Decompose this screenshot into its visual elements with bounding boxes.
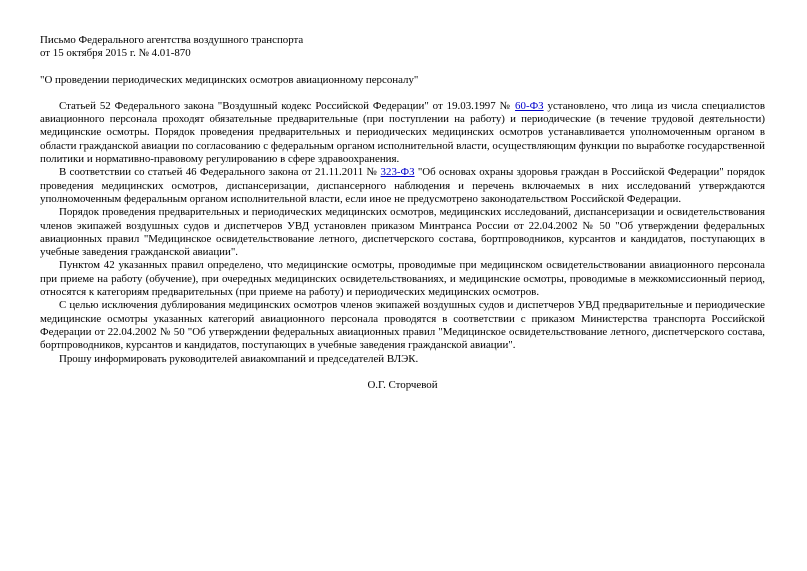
header-line-issuer: Письмо Федерального агентства воздушного транспорта bbox=[40, 34, 304, 46]
document-subject: "О проведении периодических медицинских осмотров авиационному персоналу" bbox=[40, 73, 419, 86]
law-link-60-fz[interactable]: 60-ФЗ bbox=[515, 99, 544, 112]
paragraph-3: Порядок проведения предварительных и периодических медицинских осмотров, медицинских исследований, диспансеризации и освидетельствования членов экипажей воздушных судов и диспетчеров УВД установлен приказом Минтранса России от 22.04.2002 № 50 "Об утверждении федеральных авиационных правил "Медицинское освидетельствование летного, диспетчерского состава, бортпроводников, курсантов и кандидатов, поступающих в учебные заведения гражданской авиации". bbox=[40, 206, 765, 259]
document bbox=[40, 34, 765, 403]
paragraph-1-text-after: установлено, что лица из числа специалистов авиационного персонала проходят обязательные предварительные (при поступлении на работу) и периодические (в течение трудовой деятельности) медицинские осмотры. Порядок проведения предварительных и периодических медицинских осмотров устанавливается уполномоченным органом в области гражданской авиации по согласованию с федеральным органом исполнительной власти, осуществляющим функции по выработке государственной политики и нормативно-правовому регулированию в сфере здравоохранения. bbox=[40, 99, 765, 166]
paragraph-5: С целью исключения дублирования медицинских осмотров членов экипажей воздушных судов и диспетчеров УВД предварительные и периодические медицинские осмотры указанных категорий авиационного персонала проводятся в соответствии с приказом Министерства транспорта Российской Федерации от 22.04.2002 № 50 "Об утверждении федеральных авиационных правил "Медицинское освидетельствование летного, диспетчерского состава, бортпроводников, курсантов и кандидатов, поступающих в учебные заведения гражданской авиации". bbox=[40, 299, 765, 352]
paragraph-4: Пунктом 42 указанных правил определено, что медицинские осмотры, проводимые при медицинском освидетельствовании авиационного персонала при приеме на работу (обучение), при очередных медицинских освидетельствованиях, и медицинские осмотры, проводимые в межкомиссионный период, относятся к категориям предварительных (при приеме на работу) и периодических медицинских осмотров. bbox=[40, 259, 765, 299]
header-line-date-number: от 15 октября 2015 г. № 4.01-870 bbox=[40, 47, 191, 60]
signature: О.Г. Сторчевой bbox=[367, 378, 438, 391]
paragraph-2 bbox=[40, 166, 765, 206]
paragraph-1 bbox=[40, 100, 765, 166]
document-body bbox=[40, 100, 765, 366]
paragraph-2-text-before: В соответствии со статьей 46 Федерального закона от 21.11.2011 № bbox=[59, 166, 381, 179]
law-link-323-fz[interactable]: 323-ФЗ bbox=[380, 166, 415, 179]
document-header bbox=[40, 34, 765, 61]
paragraph-6: Прошу информировать руководителей авиакомпаний и председателей ВЛЭК. bbox=[59, 352, 419, 365]
paragraph-2-text-after: "Об основах охраны здоровья граждан в Российской Федерации" порядок проведения медицинских осмотров, диспансеризации, диспансерного наблюдения и перечень включаемых в них исследований утверждаются уполномоченным федеральным органом исполнительной власти, если иное не предусмотрено законодательством Российской Федерации. bbox=[40, 166, 765, 205]
paragraph-1-text-before: Статьей 52 Федерального закона "Воздушный кодекс Российской Федерации" от 19.03.1997 № bbox=[59, 99, 516, 112]
